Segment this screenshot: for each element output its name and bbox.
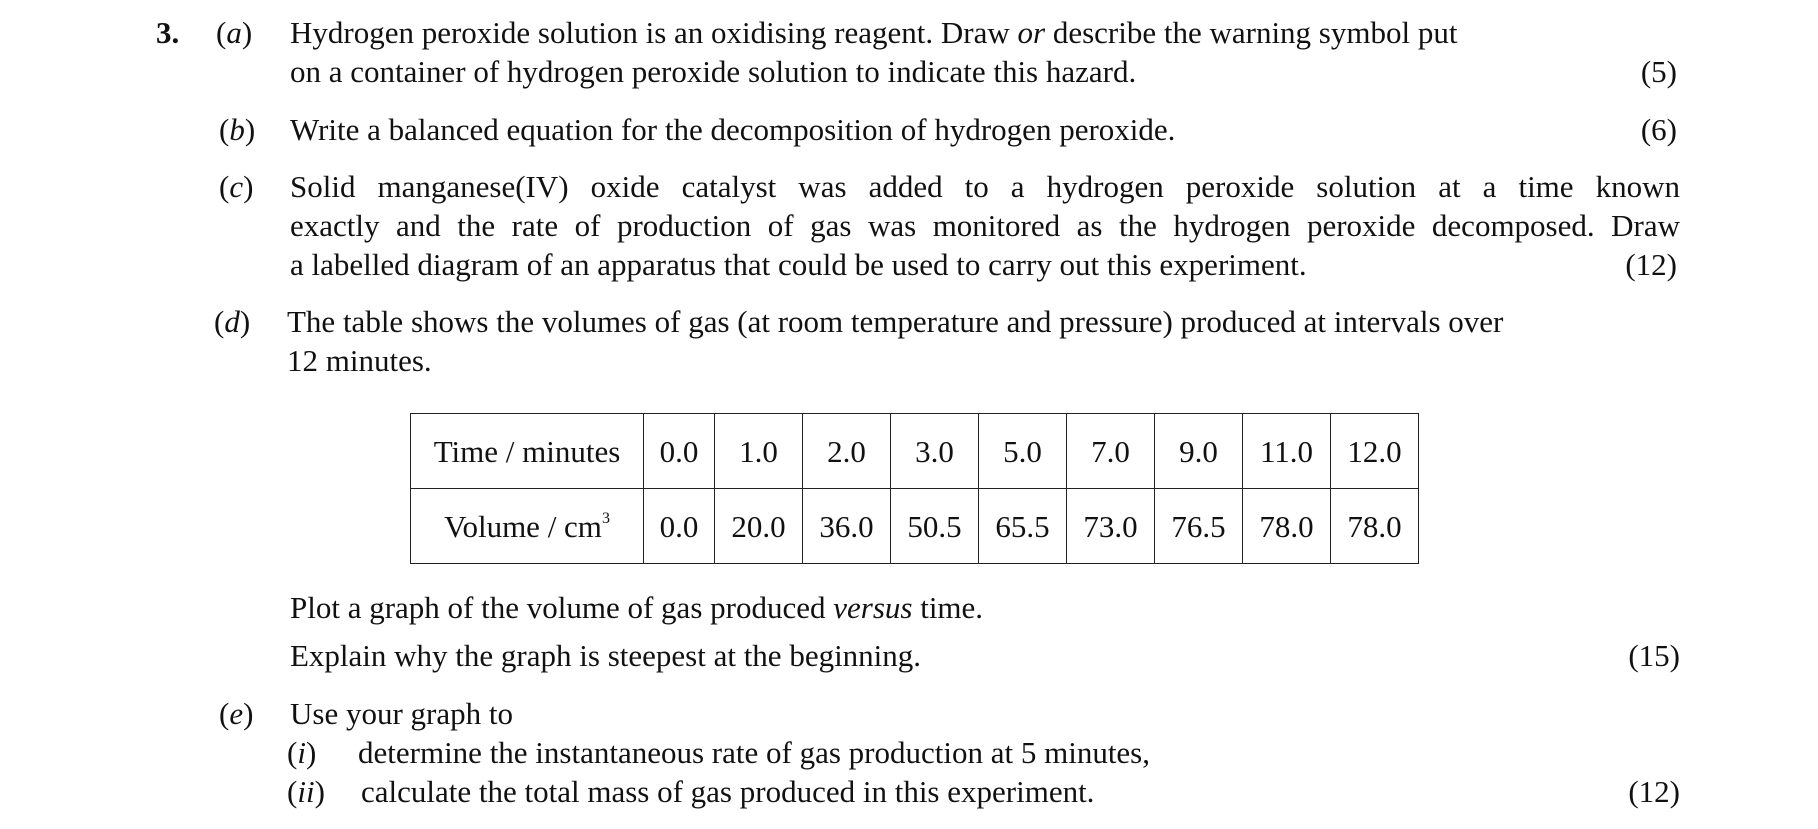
part-d-line2: 12 minutes. (287, 343, 432, 378)
table-header-time: Time / minutes (411, 414, 644, 489)
part-d-label: (d) (214, 304, 251, 339)
table-cell: 9.0 (1155, 414, 1243, 489)
part-a-line1-pre: Hydrogen peroxide solution is an oxidising reagent. Draw (290, 15, 1018, 50)
table-cell: 78.0 (1331, 489, 1419, 564)
table-cell: 3.0 (891, 414, 979, 489)
table-cell: 1.0 (715, 414, 803, 489)
part-c-letter: c (229, 169, 244, 204)
table-cell: 50.5 (891, 489, 979, 564)
table-header-volume-sup: 3 (601, 509, 610, 527)
part-d-marks: (15) (1628, 638, 1680, 673)
part-e-i-text: determine the instantaneous rate of gas production at 5 minutes, (358, 735, 1150, 770)
table-cell: 7.0 (1067, 414, 1155, 489)
part-a-line1-post: describe the warning symbol put (1045, 15, 1458, 50)
table-cell: 0.0 (644, 489, 715, 564)
part-a-line1 (290, 13, 1457, 52)
part-c-label: (c) (219, 169, 254, 204)
part-e-intro: Use your graph to (290, 696, 513, 731)
part-a-letter: a (226, 15, 242, 50)
part-e-label: (e) (219, 696, 254, 731)
part-c-line1: Solid manganese(IV) oxide catalyst was added to a hydrogen peroxide solution at a time known (290, 169, 1680, 204)
part-d-explain: Explain why the graph is steepest at the beginning. (290, 638, 922, 673)
part-d-plot-pre: Plot a graph of the volume of gas produced (290, 590, 834, 625)
part-b-label: (b) (219, 112, 256, 147)
part-d-line1: The table shows the volumes of gas (at room temperature and pressure) produced at intervals over (287, 304, 1504, 339)
table-cell: 12.0 (1331, 414, 1419, 489)
table-cell: 73.0 (1067, 489, 1155, 564)
part-a-label: (a) (216, 15, 253, 50)
part-c-marks: (12) (1625, 247, 1677, 282)
part-b-letter: b (229, 112, 245, 147)
part-e-i-letter: i (297, 735, 306, 770)
table-row-volume (411, 489, 1419, 564)
part-d-plot-em: versus (833, 590, 913, 625)
part-b-marks: (6) (1640, 112, 1677, 147)
table-cell: 11.0 (1243, 414, 1331, 489)
table-header-volume-text: Volume / cm (444, 508, 602, 544)
part-b-text: Write a balanced equation for the decomposition of hydrogen peroxide. (290, 112, 1176, 147)
part-e-ii-letter: ii (297, 774, 315, 809)
part-a-marks: (5) (1640, 54, 1677, 89)
part-e-ii-label: (ii) (287, 774, 325, 809)
table-header-volume (411, 489, 644, 564)
part-e-ii-text: calculate the total mass of gas produced in this experiment. (361, 774, 1095, 809)
table-cell: 78.0 (1243, 489, 1331, 564)
table-cell: 0.0 (644, 414, 715, 489)
part-c-line2: exactly and the rate of production of gas was monitored as the hydrogen peroxide decomposed. Draw (290, 208, 1680, 243)
table-row-time (411, 414, 1419, 489)
question-number: 3. (156, 15, 180, 50)
table-cell: 5.0 (979, 414, 1067, 489)
table-cell: 20.0 (715, 489, 803, 564)
table-cell: 76.5 (1155, 489, 1243, 564)
part-d-plot-post: time. (912, 590, 984, 625)
table-cell: 2.0 (803, 414, 891, 489)
part-a-line1-em: or (1017, 15, 1046, 50)
part-d-letter: d (224, 304, 240, 339)
data-table (410, 413, 1419, 564)
part-d-plot (290, 588, 983, 627)
part-e-letter: e (229, 696, 244, 731)
table-cell: 36.0 (803, 489, 891, 564)
part-c-line3: a labelled diagram of an apparatus that could be used to carry out this experiment. (290, 247, 1307, 282)
part-e-marks: (12) (1628, 774, 1680, 809)
part-a-line2: on a container of hydrogen peroxide solution to indicate this hazard. (290, 54, 1137, 89)
part-e-i-label: (i) (287, 735, 317, 770)
table-cell: 65.5 (979, 489, 1067, 564)
